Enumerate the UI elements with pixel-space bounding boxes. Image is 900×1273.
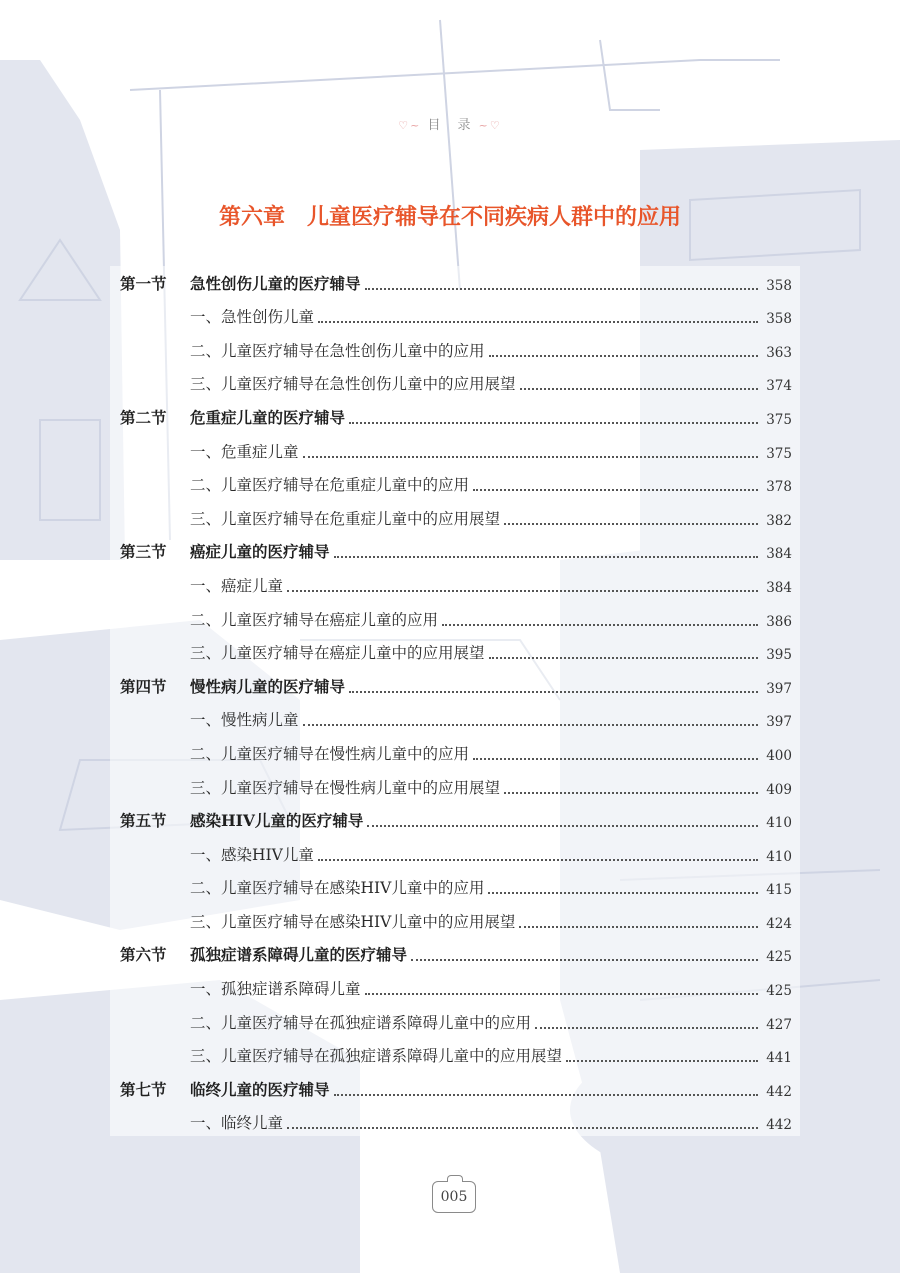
toc-entry-label [190, 910, 515, 932]
toc-section-entry[interactable] [120, 400, 792, 434]
toc-entry-label [120, 1078, 330, 1100]
entry-page-number: 400 [766, 747, 792, 764]
entry-page-number: 358 [766, 311, 792, 328]
toc-entry-label [120, 540, 330, 562]
entry-page-number: 375 [766, 445, 792, 462]
heart-ornament-icon: ♡~ [398, 119, 422, 132]
entry-title: 急性创伤儿童的医疗辅导 [190, 273, 361, 293]
toc-entry-label [190, 843, 314, 865]
page-number-badge [432, 1181, 476, 1213]
dot-leader [334, 555, 758, 558]
dot-leader [367, 824, 758, 827]
toc-item-entry[interactable] [120, 602, 792, 636]
dot-leader [349, 421, 758, 424]
dot-leader [442, 623, 758, 626]
toc-section-entry[interactable] [120, 938, 792, 972]
toc-entry-label [190, 1011, 531, 1033]
toc-item-entry[interactable] [120, 871, 792, 905]
toc-item-entry[interactable] [120, 736, 792, 770]
dot-leader [318, 858, 758, 861]
dot-leader [318, 320, 758, 323]
entry-page-number: 425 [766, 983, 792, 1000]
dot-leader [334, 1093, 758, 1096]
entry-title: 癌症儿童的医疗辅导 [190, 542, 330, 562]
heart-ornament-icon: ~♡ [478, 119, 502, 132]
toc-entry-label [120, 675, 345, 697]
toc-entry-label [190, 339, 485, 361]
entry-title: 一、慢性病儿童 [190, 711, 299, 730]
entry-title: 三、儿童医疗辅导在癌症儿童中的应用展望 [190, 644, 485, 663]
entry-page-number: 397 [766, 680, 792, 697]
toc-section-entry[interactable] [120, 804, 792, 838]
toc-entry-label [120, 272, 361, 294]
dot-leader [303, 723, 758, 726]
toc-item-entry[interactable] [120, 568, 792, 602]
entry-page-number: 409 [766, 781, 792, 798]
dot-leader [287, 1126, 758, 1129]
toc-entry-label [120, 406, 345, 428]
dot-leader [535, 1026, 758, 1029]
dot-leader [411, 958, 758, 961]
toc-entry-label [190, 507, 500, 529]
toc-entry-label [190, 641, 485, 663]
section-number: 第二节 [120, 407, 167, 427]
toc-section-entry[interactable] [120, 535, 792, 569]
toc-entry-label [120, 809, 363, 831]
entry-title: 三、儿童医疗辅导在感染HIV儿童中的应用展望 [190, 912, 516, 931]
toc-item-entry[interactable] [120, 904, 792, 938]
entry-title: 二、儿童医疗辅导在孤独症谱系障碍儿童中的应用 [190, 1013, 532, 1032]
dot-leader [287, 589, 758, 592]
entry-title: 危重症儿童的医疗辅导 [190, 407, 346, 427]
section-number: 第一节 [120, 273, 167, 293]
entry-page-number: 415 [766, 882, 792, 899]
entry-page-number: 441 [766, 1050, 792, 1067]
entry-page-number: 384 [766, 546, 792, 563]
dot-leader [365, 992, 758, 995]
entry-title: 一、临终儿童 [190, 1114, 284, 1133]
entry-page-number: 363 [766, 344, 792, 361]
entry-title: 二、儿童医疗辅导在危重症儿童中的应用 [190, 476, 470, 495]
toc-entry-label [190, 608, 438, 630]
toc-item-entry[interactable] [120, 703, 792, 737]
toc-item-entry[interactable] [120, 1005, 792, 1039]
section-number: 第七节 [120, 1079, 167, 1099]
entry-title: 一、危重症儿童 [190, 442, 299, 461]
dot-leader [488, 891, 758, 894]
entry-title: 三、儿童医疗辅导在慢性病儿童中的应用展望 [190, 778, 501, 797]
toc-entry-label [190, 708, 299, 730]
toc-entry-label [190, 440, 299, 462]
dot-leader [489, 354, 758, 357]
page-number: 005 [440, 1189, 468, 1205]
toc-entry-label [190, 473, 469, 495]
entry-title: 三、儿童医疗辅导在危重症儿童中的应用展望 [190, 509, 501, 528]
entry-page-number: 397 [766, 714, 792, 731]
dot-leader [504, 791, 758, 794]
header-label: 目 录 [427, 118, 473, 133]
entry-title: 二、儿童医疗辅导在癌症儿童的应用 [190, 610, 439, 629]
entry-page-number: 395 [766, 647, 792, 664]
section-number: 第四节 [120, 676, 167, 696]
entry-title: 三、儿童医疗辅导在急性创伤儿童中的应用展望 [190, 375, 516, 394]
chapter-title: 第六章 儿童医疗辅导在不同疾病人群中的应用 [218, 205, 681, 230]
entry-page-number: 378 [766, 479, 792, 496]
toc-section-entry[interactable] [120, 669, 792, 703]
entry-page-number: 384 [766, 579, 792, 596]
entry-page-number: 386 [766, 613, 792, 630]
entry-title: 一、孤独症谱系障碍儿童 [190, 980, 361, 999]
entry-title: 二、儿童医疗辅导在慢性病儿童中的应用 [190, 744, 470, 763]
entry-page-number: 410 [766, 815, 792, 832]
entry-title: 临终儿童的医疗辅导 [190, 1079, 330, 1099]
toc-item-entry[interactable] [120, 1039, 792, 1073]
toc-item-entry[interactable] [120, 501, 792, 535]
toc-entry-label [190, 776, 500, 798]
dot-leader [504, 522, 758, 525]
entry-title: 三、儿童医疗辅导在孤独症谱系障碍儿童中的应用展望 [190, 1047, 563, 1066]
entry-title: 二、儿童医疗辅导在感染HIV儿童中的应用 [190, 879, 485, 898]
toc-item-entry[interactable] [120, 636, 792, 670]
running-header [0, 114, 900, 133]
dot-leader [473, 488, 758, 491]
toc-item-entry[interactable] [120, 300, 792, 334]
entry-page-number: 375 [766, 411, 792, 428]
toc-item-entry[interactable] [120, 367, 792, 401]
entry-title: 一、癌症儿童 [190, 576, 284, 595]
entry-page-number: 442 [766, 1117, 792, 1134]
section-number: 第六节 [120, 945, 167, 965]
toc-entry-label [190, 876, 484, 898]
toc-entry-label [190, 372, 516, 394]
dot-leader [520, 387, 758, 390]
entry-page-number: 442 [766, 1083, 792, 1100]
entry-page-number: 358 [766, 277, 792, 294]
toc-entry-label [120, 943, 407, 965]
table-of-contents [120, 266, 792, 1139]
dot-leader [349, 690, 758, 693]
toc-item-entry[interactable] [120, 333, 792, 367]
entry-page-number: 382 [766, 512, 792, 529]
section-number: 第三节 [120, 542, 167, 562]
toc-entry-label [190, 1111, 283, 1133]
dot-leader [303, 455, 758, 458]
entry-page-number: 410 [766, 848, 792, 865]
toc-section-entry[interactable] [120, 1072, 792, 1106]
toc-entry-label [190, 977, 361, 999]
entry-page-number: 424 [766, 915, 792, 932]
toc-entry-label [190, 305, 314, 327]
entry-page-number: 374 [766, 378, 792, 395]
dot-leader [489, 656, 758, 659]
dot-leader [365, 287, 758, 290]
entry-title: 感染HIV儿童的医疗辅导 [190, 811, 364, 831]
toc-item-entry[interactable] [120, 468, 792, 502]
entry-title: 二、儿童医疗辅导在急性创伤儿童中的应用 [190, 341, 485, 360]
section-number: 第五节 [120, 811, 167, 831]
toc-item-entry[interactable] [120, 770, 792, 804]
toc-item-entry[interactable] [120, 1106, 792, 1140]
toc-entry-label [190, 1044, 562, 1066]
toc-entry-label [190, 574, 283, 596]
toc-item-entry[interactable] [120, 837, 792, 871]
toc-section-entry[interactable] [120, 266, 792, 300]
dot-leader [519, 925, 758, 928]
toc-item-entry[interactable] [120, 971, 792, 1005]
dot-leader [473, 757, 758, 760]
toc-item-entry[interactable] [120, 434, 792, 468]
dot-leader [566, 1059, 758, 1062]
entry-title: 一、急性创伤儿童 [190, 308, 315, 327]
entry-title: 孤独症谱系障碍儿童的医疗辅导 [190, 945, 408, 965]
entry-page-number: 427 [766, 1016, 792, 1033]
toc-entry-label [190, 742, 469, 764]
badge-tab-decoration [447, 1175, 463, 1182]
entry-title: 慢性病儿童的医疗辅导 [190, 676, 346, 696]
entry-page-number: 425 [766, 949, 792, 966]
entry-title: 一、感染HIV儿童 [190, 845, 314, 864]
